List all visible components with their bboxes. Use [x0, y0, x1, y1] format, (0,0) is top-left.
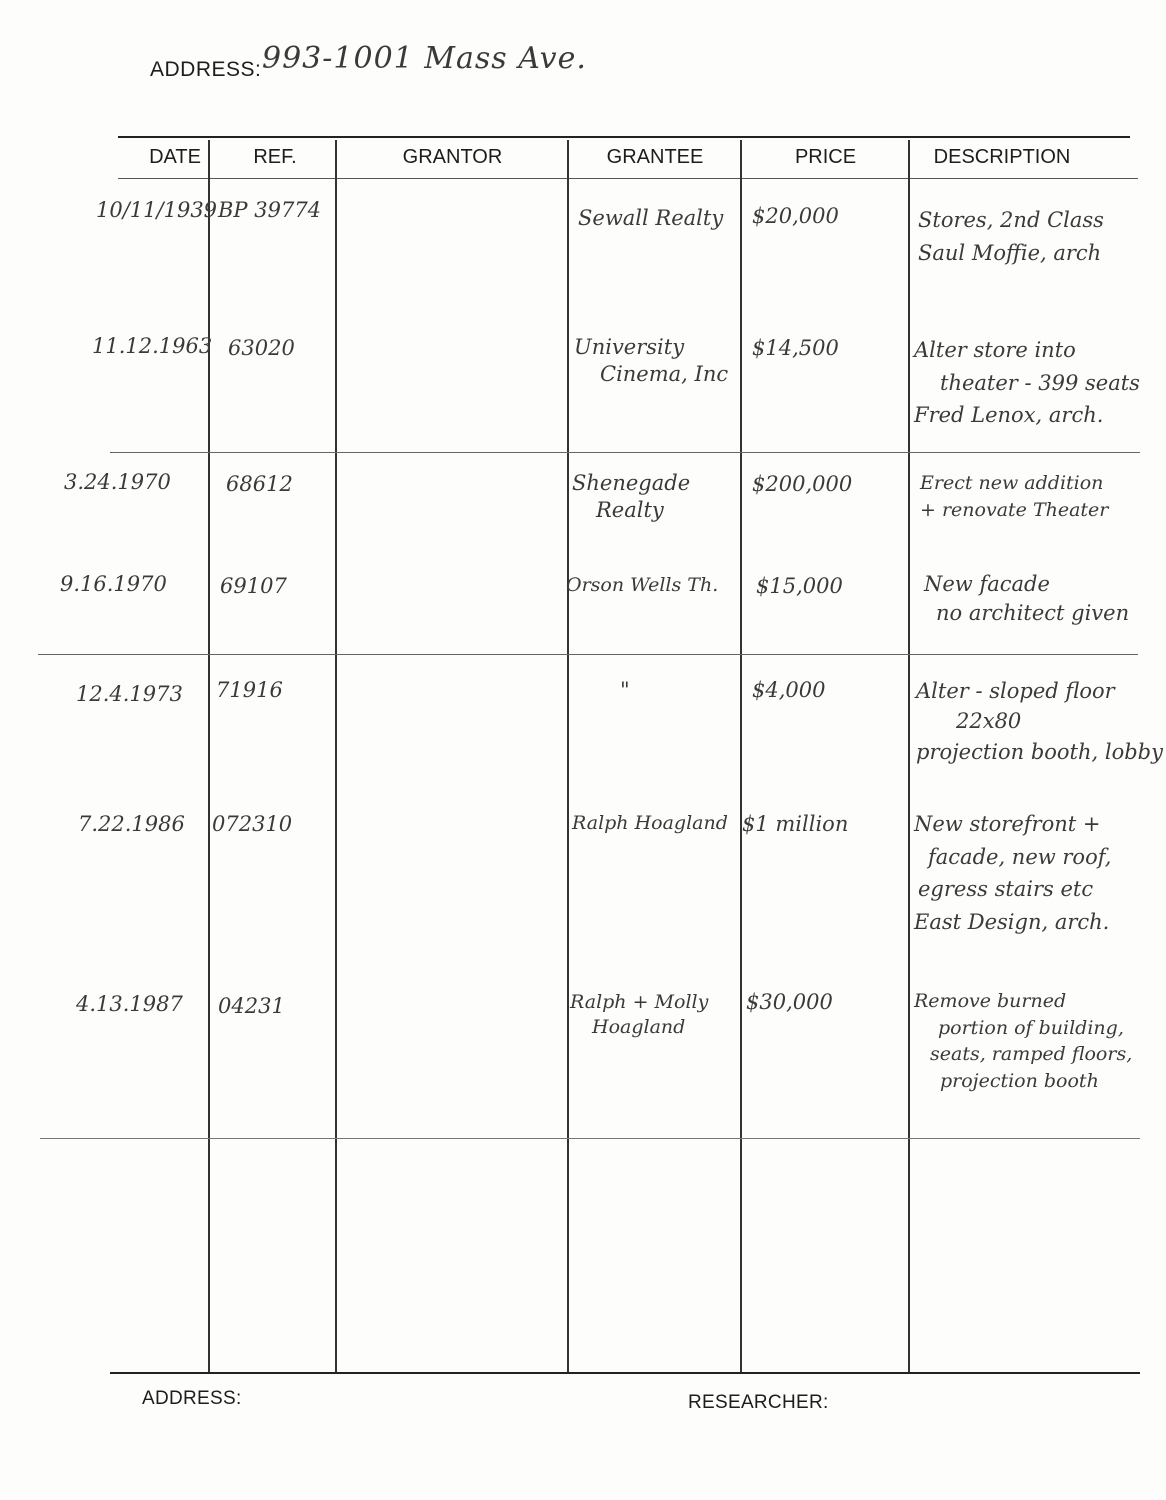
row-separator [38, 654, 1138, 655]
description-line: seats, ramped floors, [930, 1043, 1133, 1066]
description-line: projection booth, lobby [916, 739, 1163, 764]
row-date: 11.12.1963 [92, 334, 213, 358]
row-description [924, 570, 1129, 629]
col-header-description: DESCRIPTION [933, 146, 1071, 168]
description-line: portion of building, [938, 1016, 1124, 1039]
row-ref: 072310 [212, 812, 293, 836]
description-line: egress stairs etc [918, 877, 1094, 902]
footer-address-label: ADDRESS: [142, 1388, 242, 1409]
col-header-grantor: GRANTOR [402, 146, 503, 168]
description-line: New facade [924, 572, 1050, 596]
description-line: New storefront + [914, 812, 1101, 836]
divider-grantee-price [740, 140, 742, 1372]
divider-grantor-grantee [567, 140, 569, 1372]
description-line: Saul Moffie, arch [918, 240, 1102, 265]
row-description [916, 676, 1163, 767]
row-description [920, 470, 1108, 523]
description-line: facade, new roof, [928, 844, 1112, 869]
row-description [914, 988, 1132, 1094]
row-price: $30,000 [746, 990, 833, 1014]
description-line: projection booth [940, 1069, 1099, 1092]
description-line: Alter - sloped floor [916, 679, 1115, 703]
grantee-line: Hoagland [592, 1015, 686, 1038]
row-grantee [570, 990, 708, 1039]
row-price: $4,000 [752, 678, 826, 702]
row-date: 10/11/1939 [96, 198, 218, 222]
divider-price-description [908, 140, 910, 1372]
grantee-line: Realty [596, 498, 664, 523]
row-date: 12.4.1973 [76, 682, 183, 706]
row-price: $1 million [742, 812, 849, 836]
row-description [914, 808, 1111, 938]
row-date: 7.22.1986 [78, 812, 185, 836]
row-ref: 04231 [218, 994, 285, 1018]
row-separator [40, 1138, 1140, 1139]
row-ref: 68612 [226, 472, 293, 496]
row-date: 4.13.1987 [76, 992, 183, 1016]
table-bottom-rule [110, 1372, 1140, 1374]
grantee-line: Shenegade [572, 471, 691, 495]
col-header-date: DATE [149, 146, 201, 168]
row-grantee: Orson Wells Th. [566, 574, 719, 596]
row-grantee [572, 470, 690, 525]
description-line: + renovate Theater [920, 498, 1109, 521]
row-price: $200,000 [752, 472, 853, 496]
description-line: Remove burned [914, 990, 1067, 1012]
row-description [914, 334, 1140, 432]
description-line: no architect given [936, 601, 1130, 626]
description-line: East Design, arch. [914, 909, 1110, 934]
row-grantee: Ralph Hoagland [572, 812, 728, 834]
row-grantee: " [620, 678, 630, 702]
description-line: Fred Lenox, arch. [914, 403, 1104, 428]
divider-ref-grantor [335, 140, 337, 1372]
row-grantee [574, 334, 728, 389]
row-price: $14,500 [752, 336, 839, 360]
description-line: Erect new addition [920, 472, 1104, 494]
row-price: $15,000 [756, 574, 843, 598]
row-date: 9.16.1970 [60, 572, 167, 596]
footer-researcher-label: RESEARCHER: [688, 1392, 829, 1413]
address-value: 993-1001 Mass Ave. [262, 41, 587, 76]
col-header-ref: REF. [253, 146, 297, 168]
description-line: theater - 399 seats [940, 370, 1140, 395]
col-header-price: PRICE [794, 146, 857, 168]
description-line: 22x80 [956, 709, 1022, 734]
row-ref: 63020 [228, 336, 295, 360]
description-line: Stores, 2nd Class [918, 208, 1104, 232]
address-label: ADDRESS: [150, 58, 262, 81]
row-description [918, 204, 1104, 269]
row-grantee: Sewall Realty [578, 206, 724, 230]
description-line: Alter store into [914, 338, 1076, 362]
divider-date-ref [208, 140, 210, 1372]
row-ref: BP 39774 [218, 198, 322, 222]
header-underline [118, 178, 1138, 179]
row-price: $20,000 [752, 204, 839, 228]
row-ref: 71916 [216, 678, 283, 702]
grantee-line: University [574, 335, 685, 359]
row-ref: 69107 [220, 574, 287, 598]
row-date: 3.24.1970 [64, 470, 171, 494]
table-top-rule [118, 136, 1130, 138]
col-header-grantee: GRANTEE [606, 146, 704, 168]
grantee-line: Ralph + Molly [570, 991, 709, 1013]
grantee-line: Cinema, Inc [600, 362, 729, 387]
row-separator [110, 452, 1140, 453]
